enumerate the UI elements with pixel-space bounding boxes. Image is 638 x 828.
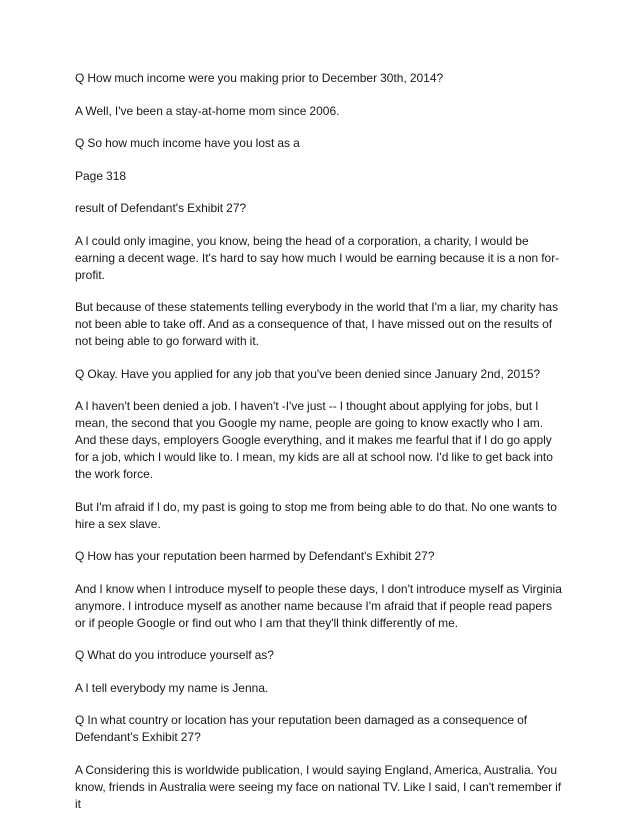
- answer-charity-consequence: But because of these statements telling everybody in the world that I'm a liar, my charity has not been able to take off. And as a consequence of that, I have missed out on the results of not being able to go forward with it.: [75, 300, 559, 348]
- answer-worldwide: A Considering this is worldwide publication, I would saying England, America, Australia. You know, friends in Australia were seeing my face on national TV. Like I said, I can't remember if it: [75, 762, 562, 811]
- question-country-location: Q In what country or location has your reputation been damaged as a consequence of Defendant's Exhibit 27?: [75, 713, 528, 744]
- answer-charity-wage: A I could only imagine, you know, being the head of a corporation, a charity, I would be earning a decent wage. It's hard to say how much I would be earning because it is a non for-profit.: [75, 233, 560, 282]
- answer-introduce-name: And I know when I introduce myself to people these days, I don't introduce myself as Virginia anymore. I introduce myself as another name because I'm afraid that if people read papers or if people Google or find out who I am that they'll think differently of me.: [75, 581, 562, 630]
- transcript-body: [75, 70, 565, 828]
- question-income-lost: Q So how much income have you lost as a: [75, 136, 300, 150]
- page-number-marker: Page 318: [75, 168, 127, 183]
- answer-job-google: A I haven't been denied a job. I haven't -I've just -- I thought about applying for jobs, but I mean, the second that you Google my name, people are going to know exactly who I am. And these days, employers Google everything, and it makes me fearful that if I do go apply for a job, which I would like to. I mean, my kids are all at school now. I'd like to get back into the work force.: [75, 399, 553, 481]
- answer-past-fear: But I'm afraid if I do, my past is going to stop me from being able to do that. No one wants to hire a sex slave.: [75, 499, 557, 531]
- answer-stay-at-home: A Well, I've been a stay-at-home mom since 2006.: [75, 103, 340, 118]
- question-introduce-as: Q What do you introduce yourself as?: [75, 648, 274, 662]
- answer-jenna: A I tell everybody my name is Jenna.: [75, 680, 269, 695]
- question-income-prior: Q How much income were you making prior to December 30th, 2014?: [75, 71, 444, 85]
- question-reputation-harmed: Q How has your reputation been harmed by Defendant's Exhibit 27?: [75, 549, 435, 563]
- question-continuation: result of Defendant's Exhibit 27?: [75, 201, 247, 215]
- question-job-denied: Q Okay. Have you applied for any job that you've been denied since January 2nd, 2015?: [75, 366, 541, 381]
